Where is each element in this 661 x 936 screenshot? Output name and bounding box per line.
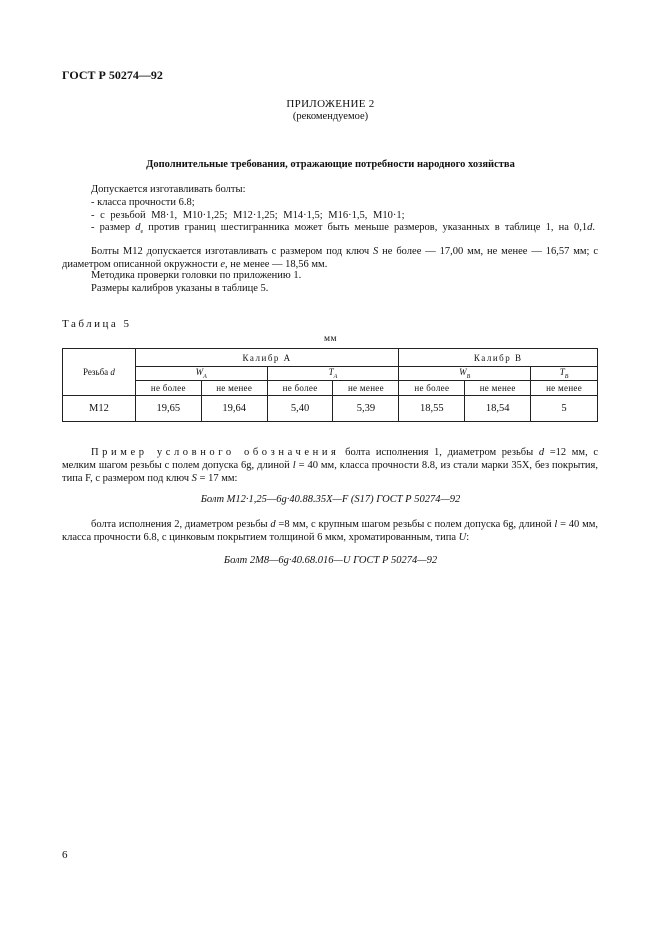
symbol-w: W xyxy=(195,367,204,378)
var-e: e xyxy=(220,258,226,270)
cell-tb-min: 5 xyxy=(531,396,598,422)
text-span: = 40 мм, класса прочности 6.8, с цинковым покрытием толщиной 6 мкм, хроматированным, типа xyxy=(62,519,598,543)
symbol-t: T xyxy=(328,367,334,378)
header-wb xyxy=(399,367,531,381)
header-not-less: не менее xyxy=(465,381,531,396)
document-header: ГОСТ Р 50274—92 xyxy=(62,68,163,82)
var-l: l xyxy=(554,519,558,530)
var-s: S xyxy=(191,473,197,484)
text-span: против границ шестигранника может быть меньше размеров, указанных в таблице 1, на 0,1 xyxy=(143,222,588,233)
header-ta xyxy=(267,367,399,381)
var-d: d xyxy=(110,367,115,377)
var-d: d xyxy=(587,222,593,233)
subscript-b: B xyxy=(466,373,471,380)
designation-1: Болт М12·1,25—6g·40.88.35Х—F (S17) ГОСТ Р 50274—92 xyxy=(200,494,461,505)
text-span: . xyxy=(592,222,595,233)
cell-thread: М12 xyxy=(63,396,136,422)
cell-ta-max: 5,40 xyxy=(267,396,333,422)
var-d: d xyxy=(538,447,545,458)
symbol-t: T xyxy=(559,367,565,378)
table-caption: Таблица 5 xyxy=(62,318,132,330)
example-lead: Пример условного обозначения xyxy=(91,447,340,458)
list-item-size-de xyxy=(62,222,598,239)
header-thread xyxy=(63,349,136,396)
header-not-less: не менее xyxy=(201,381,267,396)
var-l: l xyxy=(292,460,296,471)
header-not-more: не более xyxy=(267,381,333,396)
text-span: Болты М12 допускается изготавливать с размером под ключ xyxy=(91,246,374,257)
table-subheader-row xyxy=(63,367,598,381)
subscript-b: B xyxy=(564,373,569,380)
text-span: = 17 мм: xyxy=(196,473,238,484)
header-not-less: не менее xyxy=(531,381,598,396)
header-not-more: не более xyxy=(399,381,465,396)
text-span: =8 мм, с крупным шагом резьбы с полем допуска 6g, длиной xyxy=(275,519,555,530)
paragraph-gauge-sizes: Размеры калибров указаны в таблице 5. xyxy=(91,283,269,294)
appendix-subtitle: (рекомендуемое) xyxy=(292,111,369,122)
cell-ta-min: 5,39 xyxy=(333,396,399,422)
header-gauge-a: Калибр А xyxy=(135,349,399,367)
section-title: Дополнительные требования, отражающие потребности народного хозяйства xyxy=(146,159,515,170)
table-header-row xyxy=(63,349,598,367)
text-span: не более — 17,00 мм, не менее — 16,57 мм; с диаметром описанной окружности xyxy=(62,246,599,270)
list-item-strength-class: - класса прочности 6.8; xyxy=(91,197,195,208)
paragraph-allowed: Допускается изготавливать болты: xyxy=(91,184,246,195)
var-s: S xyxy=(373,246,379,257)
cell-wb-max: 18,55 xyxy=(399,396,465,422)
var-d: d xyxy=(270,519,276,530)
header-tb xyxy=(531,367,598,381)
designation-2: Болт 2М8—6g·40.68.016—U ГОСТ Р 50274—92 xyxy=(223,555,438,566)
table-unit: мм xyxy=(323,334,338,344)
var-u: U xyxy=(458,532,467,543)
appendix-title: ПРИЛОЖЕНИЕ 2 xyxy=(286,98,375,110)
text-span: - размер xyxy=(91,222,136,233)
example-2 xyxy=(62,518,598,544)
symbol-w: W xyxy=(459,367,467,378)
text-span: , не менее — 18,56 мм. xyxy=(225,258,328,270)
text-span: =12 мм, с мелким шагом резьбы с полем допуска 6g, длиной xyxy=(62,447,598,471)
cell-wa-min: 19,64 xyxy=(201,396,267,422)
header-not-less: не менее xyxy=(333,381,399,396)
cell-wa-max: 19,65 xyxy=(135,396,201,422)
subscript-a: A xyxy=(203,373,207,380)
text-span: = 40 мм, класса прочности 8.8, из стали марки 35Х, без покрытия, типа F, с размером под ключ xyxy=(62,460,598,484)
subscript-e: e xyxy=(140,229,144,236)
var-d: d xyxy=(135,222,141,233)
text-span: болта исполнения 2, диаметром резьбы xyxy=(91,519,271,530)
paragraph-bolts-m12 xyxy=(62,246,598,271)
example-1 xyxy=(62,446,598,485)
page-number: 6 xyxy=(62,849,68,861)
list-item-threads: - с резьбой М8·1, М10·1,25; М12·1,25; М14·1,5; М16·1,5, М10·1; xyxy=(91,210,405,221)
text-span: : xyxy=(466,532,470,543)
cell-wb-min: 18,54 xyxy=(465,396,531,422)
gauge-table xyxy=(62,348,598,422)
table-row xyxy=(63,396,598,422)
header-not-more: не более xyxy=(135,381,201,396)
header-wa xyxy=(135,367,267,381)
header-gauge-b: Калибр В xyxy=(399,349,598,367)
paragraph-method: Методика проверки головки по приложению 1. xyxy=(91,270,302,281)
text-span: болта исполнения 1, диаметром резьбы xyxy=(339,447,539,458)
subscript-a: A xyxy=(333,373,338,380)
table-limits-row xyxy=(63,381,598,396)
header-thread-label: Резьба xyxy=(82,367,109,377)
